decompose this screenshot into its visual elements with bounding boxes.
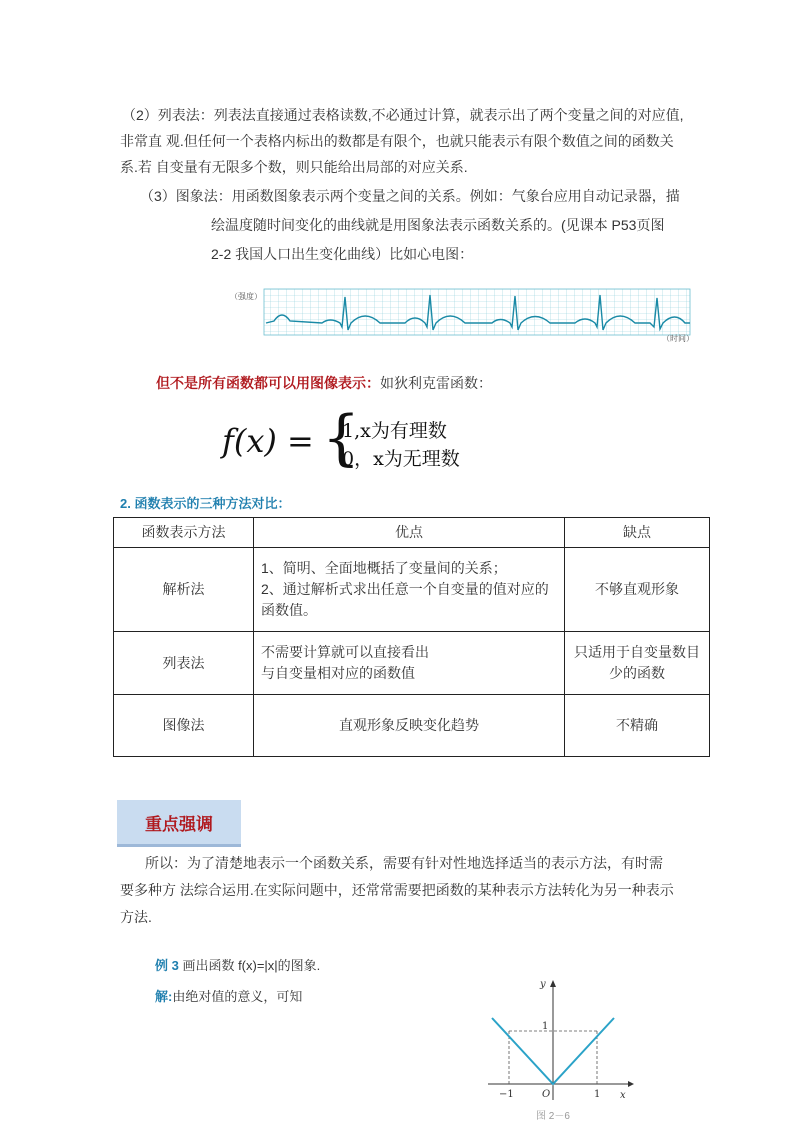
graph-method-line-3: 2-2 我国人口出生变化曲线）比如心电图：	[211, 246, 474, 262]
list-method-line-2: 非常直 观.但任何一个表格内标出的数都是有限个，也就只能表示有限个数值之间的函数关	[120, 133, 674, 149]
abs-graph-figure	[480, 975, 640, 1123]
comparison-heading: 2. 函数表示的三种方法对比：	[120, 496, 291, 511]
cons-cell: 只适用于自变量数目少的函数	[565, 632, 710, 695]
y-axis-label: y	[540, 979, 546, 990]
emphasis-line-2: 要多种方 法综合运用.在实际问题中，还常常需要把函数的某种表示方法转化为另一种表示	[120, 882, 674, 898]
x-axis-label: x	[620, 1090, 626, 1101]
list-method-line-1: （2）列表法：列表法直接通过表格读数,不必通过计算，就表示出了两个变量之间的对应值,	[122, 107, 684, 123]
ecg-y-label: （强度）	[230, 292, 262, 301]
y-axis-arrow-icon	[550, 980, 556, 987]
header-pros: 优点	[254, 518, 565, 548]
formula-case-2: 0，x为无理数	[342, 448, 460, 470]
emphasis-badge: 重点强调	[117, 800, 241, 847]
figure-caption: 图 2－6	[536, 1111, 570, 1122]
solution-text: 由绝对值的意义，可知	[172, 989, 303, 1004]
ecg-chart	[230, 283, 700, 345]
header-cons: 缺点	[565, 518, 710, 548]
pro-line: 1、简明、全面地概括了变量间的关系；	[261, 560, 507, 576]
formula-lhs: f(x) =	[222, 422, 314, 460]
ecg-figure	[230, 283, 700, 345]
pro-line: 不需要计算就可以直接看出	[261, 644, 429, 660]
pro-line: 2、通过解析式求出任意一个自变量的值对应的函数值。	[261, 581, 549, 618]
emphasis-line-1: 所以：为了清楚地表示一个函数关系，需要有针对性地选择适当的表示方法，有时需	[145, 855, 663, 871]
comparison-table	[113, 517, 710, 757]
tick-x-neg1: −1	[499, 1089, 514, 1100]
graph-method-line-1: （3）图象法：用函数图象表示两个变量之间的关系。例如：气象台应用自动记录器，描	[140, 188, 680, 204]
cons-cell: 不精确	[565, 695, 710, 757]
tick-x-1: 1	[594, 1089, 601, 1100]
method-cell: 解析法	[114, 548, 254, 632]
graph-method-line-2: 绘温度随时间变化的曲线就是用图象法表示函数关系的。(见课本 P53页图	[211, 217, 665, 233]
x-axis-arrow-icon	[628, 1081, 634, 1087]
formula-brace: {	[322, 403, 361, 473]
pros-cell	[254, 632, 565, 695]
example-label: 例 3	[155, 958, 179, 973]
tick-y-1: 1	[542, 1021, 549, 1032]
list-method-line-3: 系.若 自变量有无限多个数，则只能给出局部的对应关系.	[120, 159, 468, 175]
method-cell: 图像法	[114, 695, 254, 757]
solution-label: 解:	[155, 989, 173, 1004]
cons-cell: 不够直观形象	[565, 548, 710, 632]
pros-cell	[254, 548, 565, 632]
dirichlet-lead: 但不是所有函数都可以用图像表示：	[156, 375, 380, 391]
example-text: 画出函数 f(x)=|x|的图象.	[178, 958, 321, 973]
example-3	[155, 953, 320, 979]
table-row	[114, 632, 710, 695]
ecg-grid	[264, 289, 690, 335]
solution	[155, 984, 302, 1010]
pros-cell: 直观形象反映变化趋势	[254, 695, 565, 757]
table-row	[114, 695, 710, 757]
formula-case-1: 1,x为有理数	[342, 420, 447, 442]
header-method: 函数表示方法	[114, 518, 254, 548]
dirichlet-tail: 如狄利克雷函数：	[380, 375, 492, 391]
origin-label: O	[542, 1089, 551, 1100]
table-header-row	[114, 518, 710, 548]
dirichlet-intro	[156, 370, 492, 396]
method-cell: 列表法	[114, 632, 254, 695]
emphasis-line-3: 方法.	[120, 909, 152, 925]
pro-line: 与自变量相对应的函数值	[261, 665, 415, 681]
abs-graph	[480, 975, 640, 1123]
table-row	[114, 548, 710, 632]
ecg-x-label: （时间）	[662, 334, 694, 343]
